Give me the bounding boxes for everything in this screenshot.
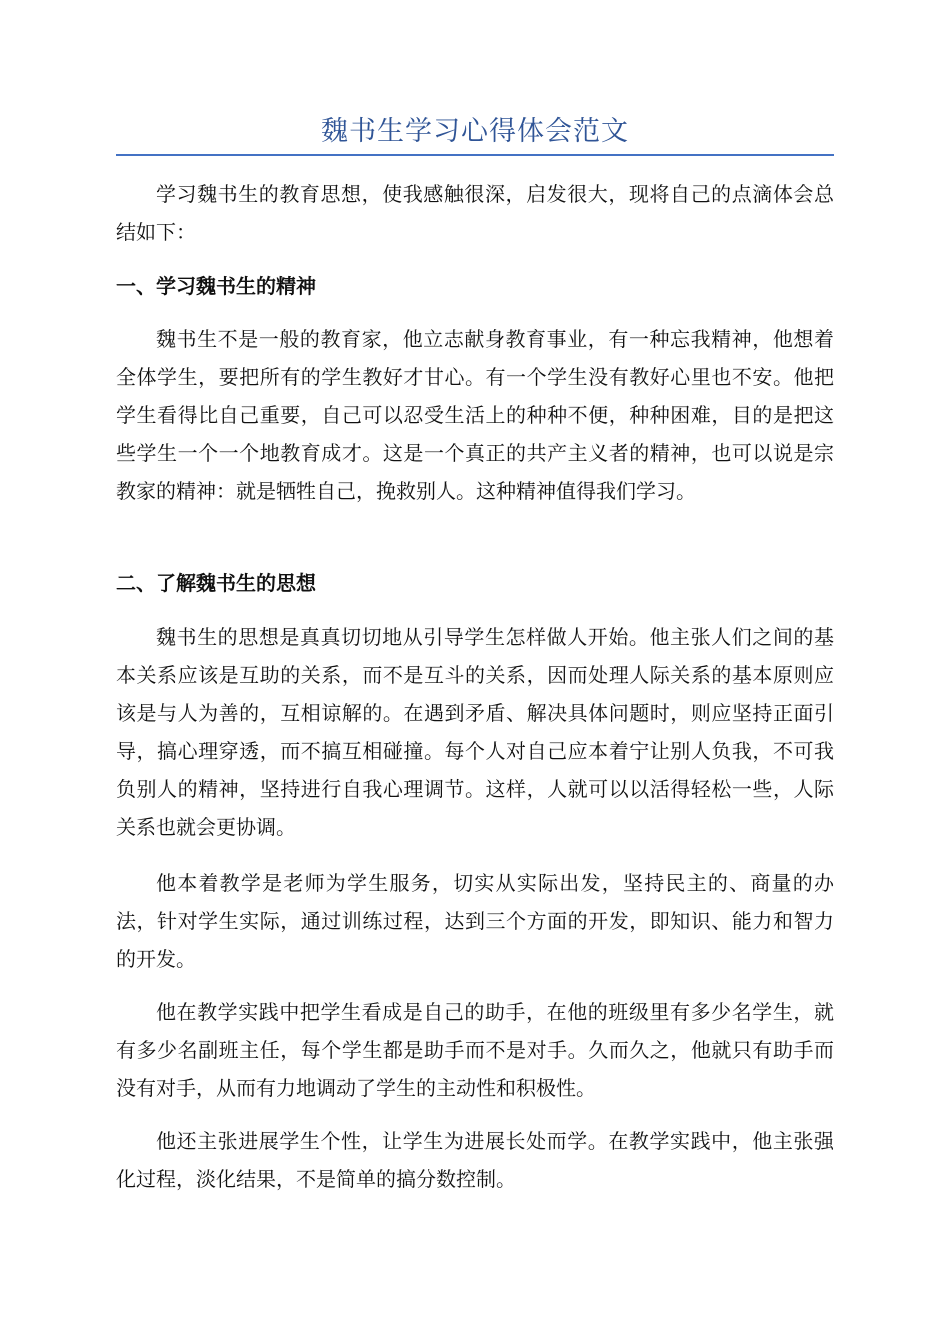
- page-title: 魏书生学习心得体会范文: [321, 116, 629, 147]
- section-2-paragraph-1: 魏书生的思想是真真切切地从引导学生怎样做人开始。他主张人们之间的基本关系应该是互助的关系，而不是互斗的关系，因而处理人际关系的基本原则应该是与人为善的，互相谅解的。在遇到矛盾、解决具体问题时，则应坚持正面引导，搞心理穿透，而不搞互相碰撞。每个人对自己应本着宁让别人负我，不可我负别人的精神，坚持进行自我心理调节。这样，人就可以以活得轻松一些，人际关系也就会更协调。: [116, 625, 834, 839]
- section-2-paragraph-3: 他在教学实践中把学生看成是自己的助手，在他的班级里有多少名学生，就有多少名副班主任，每个学生都是助手而不是对手。久而久之，他就只有助手而没有对手，从而有力地调动了学生的主动性和积极性。: [116, 1000, 834, 1100]
- section-2-paragraph-2: 他本着教学是老师为学生服务，切实从实际出发，坚持民主的、商量的办法，针对学生实际，通过训练过程，达到三个方面的开发，即知识、能力和智力的开发。: [116, 871, 834, 971]
- section-heading-1: 一、学习魏书生的精神: [116, 274, 316, 298]
- title-underline: [116, 154, 834, 156]
- section-heading-2: 二、了解魏书生的思想: [116, 571, 316, 595]
- section-2-paragraph-4: 他还主张进展学生个性，让学生为进展长处而学。在教学实践中，他主张强化过程，淡化结果，不是简单的搞分数控制。: [116, 1129, 834, 1191]
- section-1-paragraph-1: 魏书生不是一般的教育家，他立志献身教育事业，有一种忘我精神，他想着全体学生，要把所有的学生教好才甘心。有一个学生没有教好心里也不安。他把学生看得比自己重要，自己可以忍受生活上的种种不便，种种困难，目的是把这些学生一个一个地教育成才。这是一个真正的共产主义者的精神，也可以说是宗教家的精神：就是牺牲自己，挽救别人。这种精神值得我们学习。: [116, 327, 834, 503]
- intro-paragraph: 学习魏书生的教育思想，使我感触很深，启发很大，现将自己的点滴体会总结如下：: [116, 182, 834, 244]
